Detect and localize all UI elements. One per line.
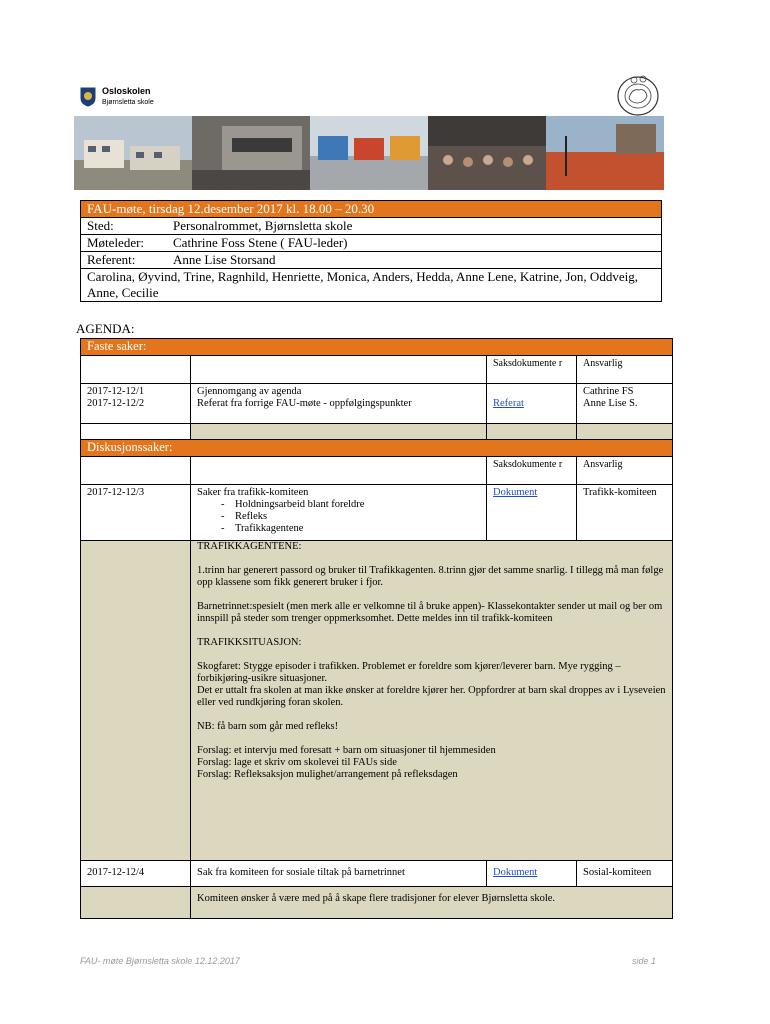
- meeting-place-row: [81, 218, 662, 235]
- photo-school-building: [74, 116, 192, 190]
- meeting-referent-row: [81, 252, 662, 269]
- attendees: Carolina, Øyvind, Trine, Ragnhild, Henriette, Monica, Anders, Hedda, Anne Lene, Katrine, Jon, Oddveig, Anne, Cecilie: [81, 269, 662, 302]
- item3-sub-1: - Holdningsarbeid blant foreldre: [221, 499, 365, 510]
- agenda-heading: AGENDA:: [76, 321, 135, 336]
- note-skogfaret: Skogfaret: Stygge episoder i trafikken. Problemet er foreldre som kjører/leverer barn. Mye rygging – forbikjøring-usikre situasjoner. Det er uttalt fra skolen at man ikke ønsker at foreldre kjører her. Oppfordrer at barn skal droppes av i Lyseveien eller ved rundkjøring foran skolen.: [197, 661, 666, 708]
- referat-link[interactable]: Referat: [493, 398, 524, 409]
- fixed-ids: 2017-12-12/1 2017-12-12/2: [81, 384, 191, 424]
- item3-sub-3: - Trafikkagentene: [221, 523, 304, 534]
- place-value: Personalrommet, Bjørnsletta skole: [173, 218, 353, 233]
- item4-document-link[interactable]: Dokument: [493, 867, 538, 878]
- item4-note: Komiteen ønsker å være med på å skape flere tradisjoner for elever Bjørnsletta skole.: [191, 887, 673, 919]
- photo-assembly-hall: [428, 116, 546, 190]
- item3-topic: Saker fra trafikk-komiteen: [197, 487, 309, 498]
- item4-topic: Sak fra komiteen for sosiale tiltak på barnetrinnet: [191, 861, 487, 887]
- item4-resp: Sosial-komiteen: [577, 861, 673, 887]
- oslo-shield-icon: [80, 87, 96, 107]
- school-photo-banner: [74, 116, 664, 190]
- note-barnetrinnet: Barnetrinnet:spesielt (men merk alle er velkomne til å bruke appen)- Klassekontakter sender ut mail og ber om innspill på steder som trenger oppmerksomhet. Dette meldes inn til trafikk-komiteen: [197, 601, 663, 624]
- item3-sub-2: - Refleks: [221, 511, 268, 522]
- photo-entrance-sign: [192, 116, 310, 190]
- bear-seal-icon: [612, 70, 664, 118]
- photo-sports-court: [546, 116, 664, 190]
- note-heading-trafikkagentene: TRAFIKKAGENTENE:: [197, 541, 302, 552]
- footer-left: FAU- møte Bjørnsletta skole 12.12.2017: [80, 956, 240, 966]
- referent-value: Anne Lise Storsand: [173, 252, 276, 267]
- section-discussion-title: Diskusjonssaker:: [81, 440, 673, 457]
- item3-topic-cell: [191, 485, 487, 541]
- item3-id: 2017-12-12/3: [81, 485, 191, 541]
- meeting-title: FAU-møte, tirsdag 12.desember 2017 kl. 18.00 – 20.30: [81, 201, 662, 218]
- school-seal: [612, 70, 664, 118]
- item3-notes: [191, 541, 673, 861]
- logo-subtitle: Bjørnsletta skole: [102, 99, 154, 106]
- photo-library: [310, 116, 428, 190]
- school-logo: [80, 86, 154, 108]
- note-refleks: NB: få barn som går med refleks!: [197, 721, 339, 732]
- item3-resp: Trafikk-komiteen: [577, 485, 673, 541]
- agenda-table: [80, 338, 673, 919]
- chair-value: Cathrine Foss Stene ( FAU-leder): [173, 235, 348, 250]
- note-forslag: Forslag: et intervju med foresatt + barn om situasjoner til hjemmesiden Forslag: lage et skriv om skolevei til FAUs side Forslag: Refleksaksjon mulighet/arrangement på refleksdagen: [197, 745, 496, 780]
- item4-id: 2017-12-12/4: [81, 861, 191, 887]
- note-trinn: 1.trinn har generert passord og bruker til Trafikkagenten. 8.trinn gjør det samme snarlig. I tillegg må man følge opp klassene som fikk generert bruker i fjor.: [197, 565, 664, 588]
- fixed-topics: Gjennomgang av agenda Referat fra forrige FAU-møte - oppfølgingspunkter: [191, 384, 487, 424]
- section-fixed-title: Faste saker:: [81, 339, 673, 356]
- col-resp-header: Ansvarlig: [577, 356, 673, 384]
- meeting-chair-row: [81, 235, 662, 252]
- col-resp-header-2: Ansvarlig: [577, 457, 673, 485]
- col-docs-header-2: Saksdokumente r: [487, 457, 577, 485]
- note-heading-trafikksituasjon: TRAFIKKSITUASJON:: [197, 637, 302, 648]
- fixed-resp: Cathrine FS Anne Lise S.: [577, 384, 673, 424]
- col-docs-header: Saksdokumente r: [487, 356, 577, 384]
- referent-label: Referent:: [87, 252, 136, 267]
- chair-label: Møteleder:: [87, 235, 145, 250]
- meeting-info-table: [80, 200, 662, 302]
- place-label: Sted:: [87, 218, 114, 233]
- page-number: side 1: [632, 956, 657, 966]
- item3-document-link[interactable]: Dokument: [493, 487, 538, 498]
- logo-title: Osloskolen: [102, 86, 151, 96]
